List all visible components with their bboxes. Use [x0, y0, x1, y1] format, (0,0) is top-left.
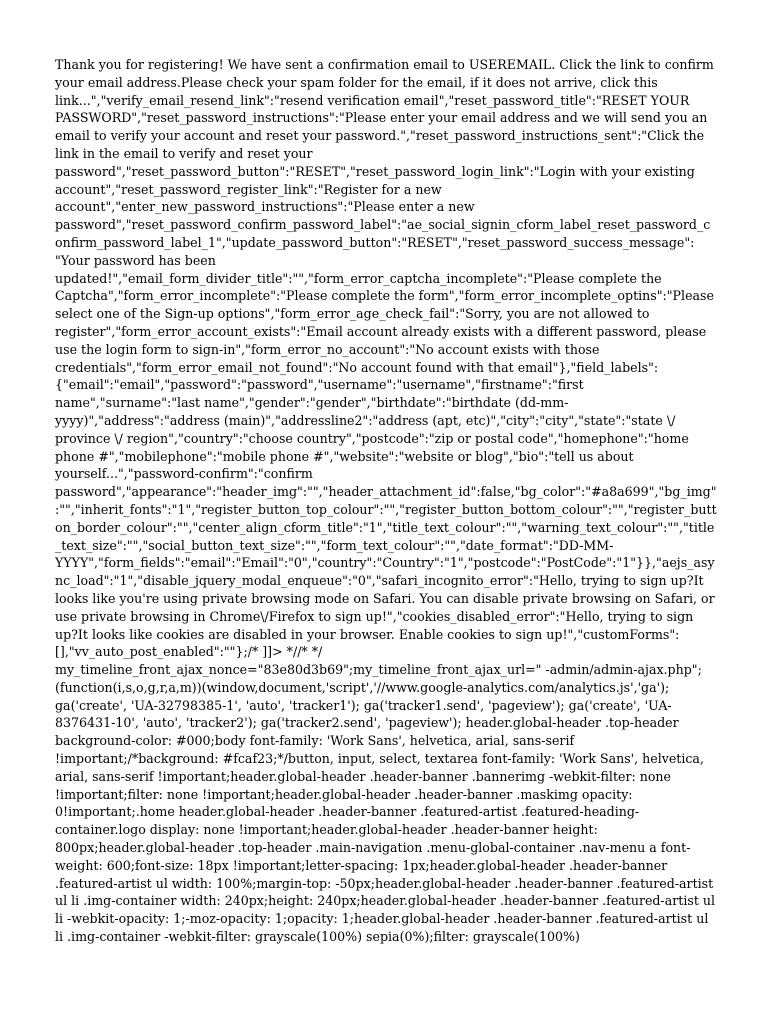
body-text: Thank you for registering! We have sent a confirmation email to USEREMAIL. Click the link to confirm your email address.Please check your spam folder for the email, if it does not arrive, click this link...","verify_email_resend_link":"resend verification email","reset_password_title":"RESET YOUR PASSWORD","reset_password_instructions":"Please enter your email address and we will send you an email to verify your account and reset your password.","reset_password_instructions_sent":"Click the link in the email to verify and reset your password","reset_password_button":"RESET","reset_password_login_link":"Login with your existing account","reset_password_register_link":"Register for a new account","enter_new_password_instructions":"Please enter a new password","reset_password_confirm_password_label":"ae_social_signin_cform_label_reset_password_confirm_password_label_1","update_password_button":"RESET","reset_password_success_message": "Your password has been updated!","email_form_divider_title":"","form_error_captcha_incomplete":"Please complete the Captcha","form_error_incomplete":"Please complete the form","form_error_incomplete_optins":"Please select one of the Sign-up options","form_error_age_check_fail":"Sorry, you are not allowed to register","form_error_account_exists":"Email account already exists with a different password, please use the login form to sign-in","form_error_no_account":"No account exists with those credentials","form_error_email_not_found":"No account found with that email"},"field_labels":{"email":"email","password":"password","username":"username","firstname":"first name","surname":"last name","gender":"gender","birthdate":"birthdate (dd-mm-yyyy)","address":"address (main)","addressline2":"address (apt, etc)","city":"city","state":"state \/ province \/ region","country":"choose country","postcode":"zip or postal code","homephone":"home phone #","mobilephone":"mobile phone #","website":"website or blog","bio":"tell us about yourself...","password-confirm":"confirm password","appearance":"header_img":"","header_attachment_id":false,"bg_color":"#a8a699","bg_img":"","inherit_fonts":"1","register_button_top_colour":"","register_button_bottom_colour":"","register_button_border_colour":"","center_align_cform_title":"1","title_text_colour":"","warning_text_colour":"","title_text_size":"","social_button_text_size":"","form_text_colour":"","date_format":"DD-MM-YYYY","form_fields":"email":"Email":"0","country":"Country":"1","postcode":"PostCode":"1"}},"aejs_async_load":"1","disable_jquery_modal_enqueue":"0","safari_incognito_error":"Hello, trying to sign up?It looks like you're using private browsing mode on Safari. You can disable private browsing on Safari, or use private browsing in Chrome\/Firefox to sign up!","cookies_disabled_error":"Hello, trying to sign up?It looks like cookies are disabled in your browser. Enable cookies to sign up!","customForms":[],"vv_auto_post_enabled":""};/* ]]> *//* */ my_timeline_front_ajax_nonce="83e80d3b69";my_timeline_front_ajax_url=" -admin/admin-ajax.php"; (function(i,s,o,g,r,a,m))(window,document,'script','//www.google-analytics.com/analytics.js','ga'); ga('create', 'UA-32798385-1', 'auto', 'tracker1'); ga('tracker1.send', 'pageview'); ga('create', 'UA-8376431-10', 'auto', 'tracker2'); ga('tracker2.send', 'pageview'); header.global-header .top-header background-color: #000;body font-family: 'Work Sans', helvetica, arial, sans-serif !important;/*background: #fcaf23;*/button, input, select, textarea font-family: 'Work Sans', helvetica, arial, sans-serif !important;header.global-header .header-banner .bannerimg -webkit-filter: none !important;filter: none !important;header.global-header .header-banner .maskimg opacity: 0!important;.home header.global-header .header-banner .featured-artist .featured-heading-container.logo display: none !important;header.global-header .header-banner height: 800px;header.global-header .top-header .main-navigation .menu-global-container .nav-menu a font-weight: 600;font-size: 18px !important;letter-spacing: 1px;header.global-header .header-banner .featured-artist ul width: 100%;margin-top: -50px;header.global-header .header-banner .featured-artist ul li .img-container width: 240px;height: 240px;header.global-header .header-banner .featured-artist ul li -webkit-opacity: 1;-moz-opacity: 1;opacity: 1;header.global-header .header-banner .featured-artist ul li .img-container -webkit-filter: grayscale(100%) sepia(0%);filter: grayscale(100%) [55, 57, 717, 945]
